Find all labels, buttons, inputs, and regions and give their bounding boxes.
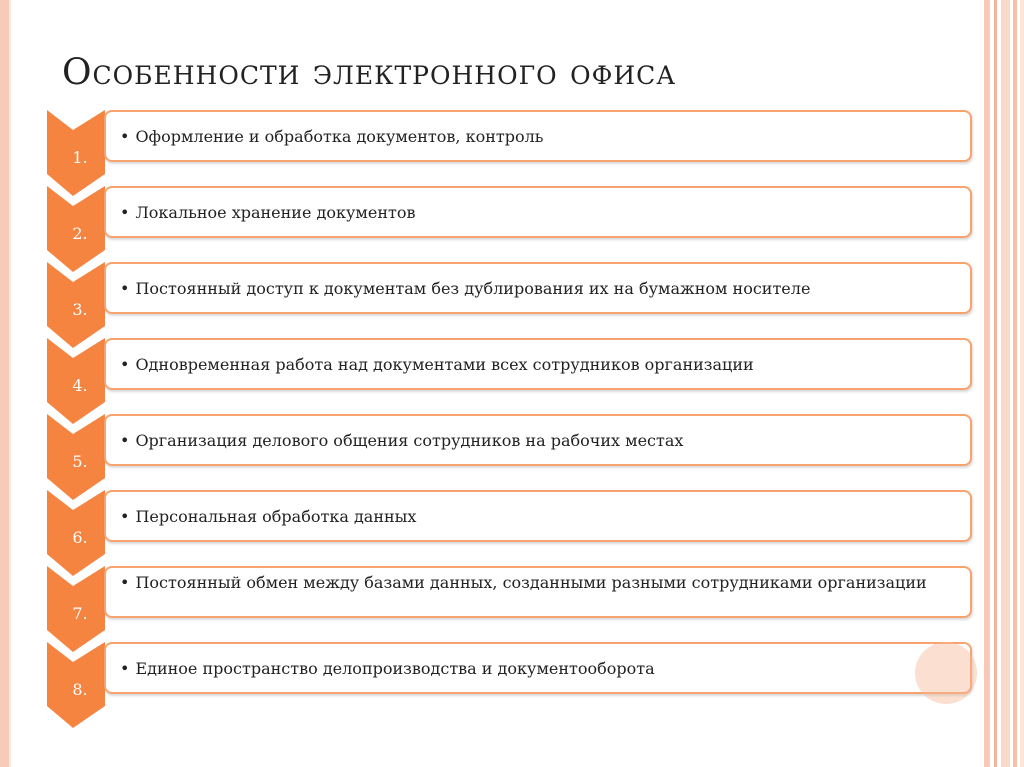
step-text-container-1 [120, 126, 954, 148]
step-text-container-7 [120, 572, 954, 594]
step-box-2 [104, 186, 972, 238]
step-number-4: 4. [72, 376, 88, 395]
step-text-container-5 [120, 430, 954, 452]
bullet-icon: • [120, 127, 130, 146]
step-text-2: Локальное хранение документов [135, 203, 416, 222]
left-frame-border [0, 0, 9, 767]
step-text-7: Постоянный обмен между базами данных, созданными разными сотрудниками организации [135, 573, 927, 592]
step-number-6: 6. [72, 528, 88, 547]
bullet-icon: • [120, 203, 130, 222]
bullet-icon: • [120, 573, 130, 592]
bullet-icon: • [120, 355, 130, 374]
step-box-3 [104, 262, 972, 314]
step-text-container-6 [120, 506, 954, 528]
step-text-6: Персональная обработка данных [135, 507, 417, 526]
step-text-container-3 [120, 278, 954, 300]
step-text-8: Единое пространство делопроизводства и документооборота [135, 659, 655, 678]
step-text-container-8 [120, 658, 954, 680]
step-number-3: 3. [72, 300, 88, 319]
step-text-4: Одновременная работа над документами всех сотрудников организации [135, 355, 754, 374]
step-box-6 [104, 490, 972, 542]
step-box-7 [104, 566, 972, 618]
bullet-icon: • [120, 507, 130, 526]
step-number-8: 8. [72, 680, 88, 699]
step-number-5: 5. [72, 452, 88, 471]
left-frame-inner-border [9, 0, 11, 767]
step-text-3: Постоянный доступ к документам без дублирования их на бумажном носителе [135, 279, 811, 298]
bullet-icon: • [120, 431, 130, 450]
step-text-container-4 [120, 354, 954, 376]
step-text-1: Оформление и обработка документов, контроль [135, 127, 544, 146]
bullet-icon: • [120, 279, 130, 298]
decorative-circle [915, 642, 977, 704]
step-number-2: 2. [72, 224, 88, 243]
bullet-icon: • [120, 659, 130, 678]
slide-title: Особенности электронного офиса [62, 52, 677, 93]
step-text-5: Организация делового общения сотрудников на рабочих местах [135, 431, 684, 450]
step-text-container-2 [120, 202, 954, 224]
step-number-7: 7. [72, 604, 88, 623]
step-box-5 [104, 414, 972, 466]
step-box-1 [104, 110, 972, 162]
right-decorative-stripes [980, 0, 1024, 767]
step-box-4 [104, 338, 972, 390]
step-number-1: 1. [72, 148, 88, 167]
step-box-8 [104, 642, 972, 694]
